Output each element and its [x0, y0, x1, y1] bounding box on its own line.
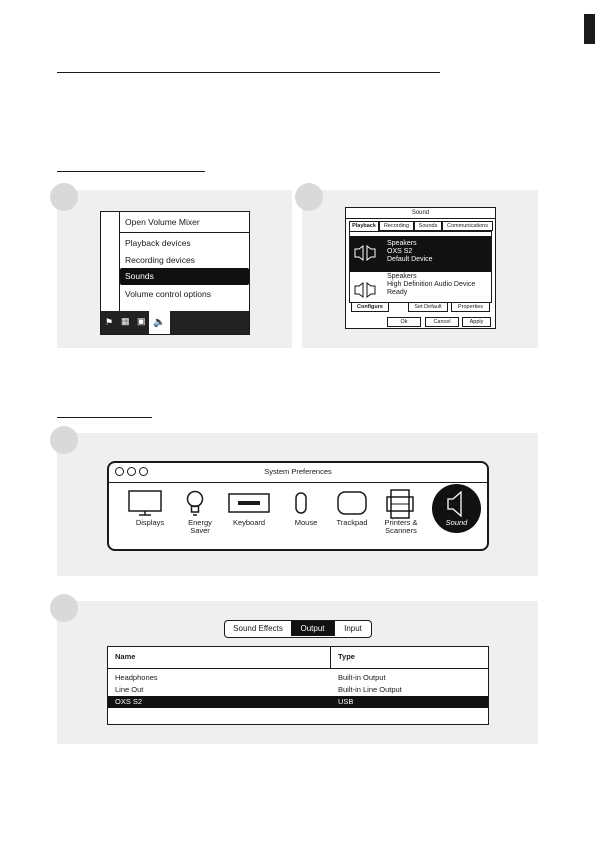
- output-device-table: [107, 646, 489, 725]
- pref-label: Mouse: [294, 518, 318, 527]
- device-name: Speakers: [387, 240, 417, 247]
- mouse-icon: [281, 487, 321, 519]
- dialog-title: Sound: [411, 210, 430, 216]
- ok-button[interactable]: Ok: [387, 317, 421, 327]
- pref-label: Keyboard: [232, 518, 266, 527]
- menu-item-recording-devices[interactable]: Recording devices: [125, 255, 195, 265]
- pref-label: Energy Saver: [188, 518, 212, 535]
- cell-type: Built-in Line Output: [338, 685, 402, 694]
- pref-label: Printers & Scanners: [384, 518, 418, 535]
- mac-section-underline: [57, 417, 152, 418]
- pref-trackpad[interactable]: [329, 485, 379, 547]
- taskbar: [101, 311, 249, 334]
- volume-context-menu: [100, 211, 250, 335]
- pref-displays[interactable]: [125, 485, 175, 547]
- device-status: Default Device: [387, 256, 433, 263]
- printer-icon: [382, 487, 422, 521]
- menu-divider: [120, 232, 249, 233]
- menu-item-playback-devices[interactable]: Playback devices: [125, 238, 191, 248]
- system-preferences-window: [107, 461, 489, 551]
- tab-communications[interactable]: Communications: [442, 221, 493, 231]
- network-icon[interactable]: ▦: [121, 316, 130, 326]
- tab-sounds[interactable]: Sounds: [414, 221, 442, 231]
- table-row[interactable]: [108, 672, 488, 684]
- heading-underline: [57, 72, 440, 73]
- keyboard-icon: [224, 487, 274, 519]
- menu-item-open-volume-mixer[interactable]: Open Volume Mixer: [125, 217, 200, 227]
- speaker-icon: [354, 282, 376, 298]
- device-oxs-s2[interactable]: [350, 236, 491, 272]
- menu-item-sounds-label: Sounds: [125, 271, 154, 281]
- step-marker: [295, 183, 323, 211]
- pref-label: Trackpad: [336, 518, 368, 527]
- column-header-type[interactable]: Type: [338, 652, 355, 661]
- device-status: Ready: [387, 289, 408, 296]
- display-icon[interactable]: ▣: [137, 316, 146, 326]
- tab-sound-effects[interactable]: Sound Effects: [233, 624, 283, 633]
- sound-tabs-segmented-control: [224, 620, 372, 638]
- cell-type: Built-in Output: [338, 673, 386, 682]
- pref-label: Displays: [135, 518, 165, 527]
- pref-mouse[interactable]: [281, 485, 331, 547]
- step-marker: [50, 594, 78, 622]
- table-row[interactable]: [108, 684, 488, 696]
- trackpad-icon: [329, 487, 379, 519]
- cancel-button[interactable]: Cancel: [425, 317, 459, 327]
- tab-output[interactable]: Output: [291, 621, 334, 636]
- pref-sound[interactable]: [432, 484, 481, 533]
- speaker-icon: [432, 487, 481, 521]
- tab-playback[interactable]: Playback: [349, 221, 379, 232]
- step-marker: [50, 426, 78, 454]
- device-name: Speakers: [387, 273, 417, 280]
- flag-icon[interactable]: ⚑: [105, 317, 114, 327]
- pref-energy-saver[interactable]: [175, 485, 225, 547]
- menu-item-volume-control-options[interactable]: Volume control options: [125, 289, 211, 299]
- menu-item-sounds[interactable]: [120, 268, 249, 285]
- step-marker: [50, 183, 78, 211]
- display-icon: [125, 487, 165, 519]
- column-header-name[interactable]: Name: [115, 652, 136, 661]
- cell-type: USB: [338, 697, 354, 706]
- speaker-icon: [354, 245, 376, 261]
- window-title: System Preferences: [264, 467, 332, 476]
- cell-name: Line Out: [115, 685, 144, 694]
- volume-tray-icon[interactable]: 🔈: [149, 311, 170, 334]
- pref-printers-scanners[interactable]: [382, 485, 432, 547]
- configure-button[interactable]: Configure: [351, 302, 389, 312]
- device-model: High Definition Audio Device: [387, 281, 476, 288]
- set-default-button[interactable]: Set Default: [408, 302, 448, 312]
- tab-input[interactable]: Input: [334, 621, 371, 636]
- pref-label: Sound: [445, 518, 468, 527]
- playback-device-list: [349, 231, 492, 303]
- properties-button[interactable]: Properties: [451, 302, 490, 312]
- cell-name: Headphones: [115, 673, 158, 682]
- cell-name: OXS S2: [115, 697, 143, 706]
- tab-recording[interactable]: Recording: [379, 221, 414, 231]
- table-row[interactable]: [108, 696, 488, 708]
- pref-keyboard[interactable]: [224, 485, 274, 547]
- windows-section-underline: [57, 171, 205, 172]
- lightbulb-icon: [175, 487, 215, 519]
- page-edge-tab: [584, 14, 595, 44]
- apply-button[interactable]: Apply: [462, 317, 491, 327]
- sound-dialog: [345, 207, 496, 329]
- device-model: OXS S2: [387, 248, 413, 255]
